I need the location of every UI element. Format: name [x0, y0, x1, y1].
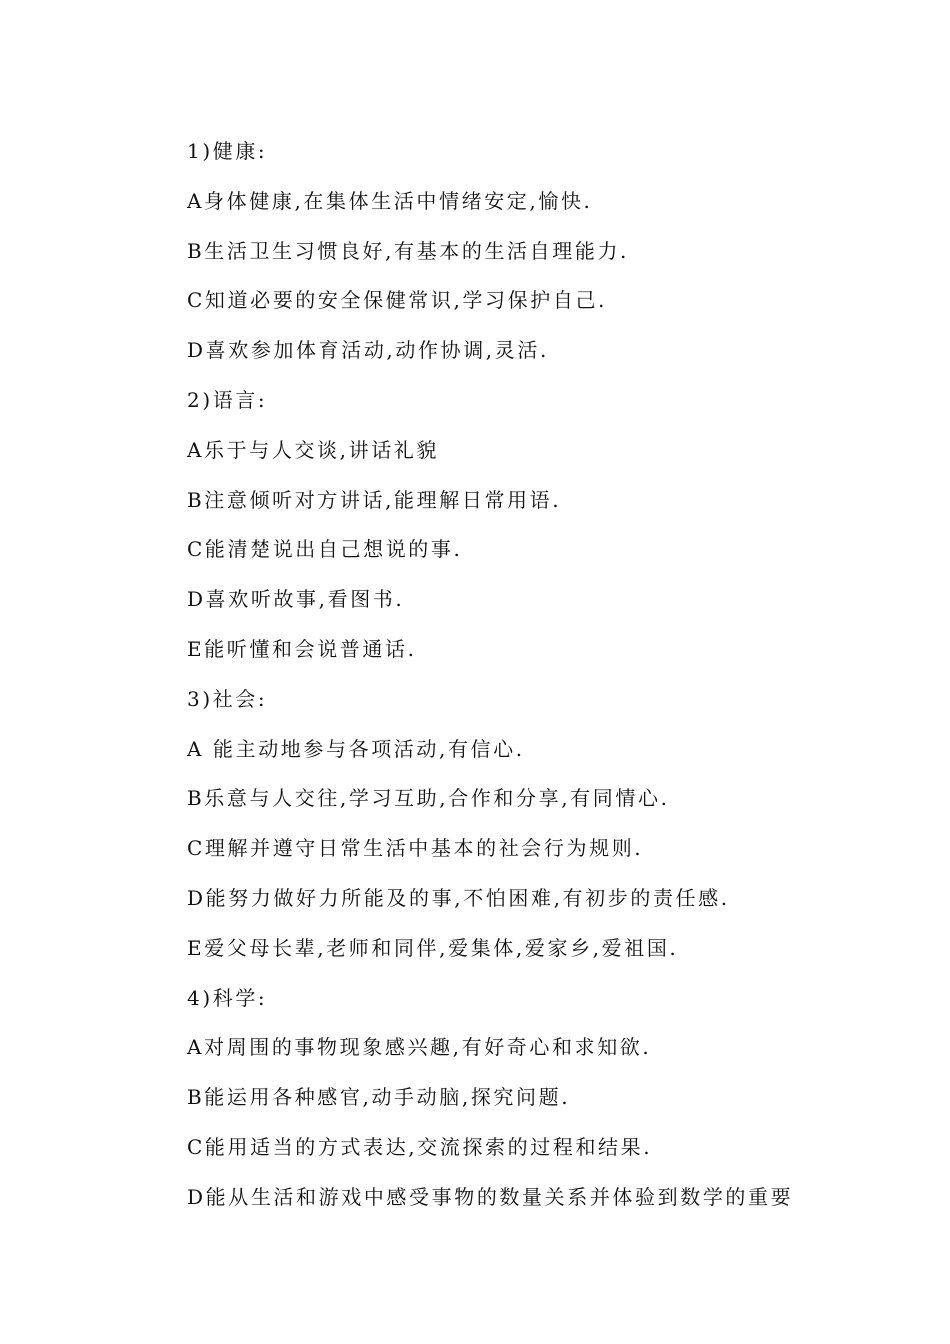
health-item-b: B生活卫生习惯良好,有基本的生活自理能力. — [187, 238, 630, 263]
society-item-b: B乐意与人交往,学习互助,合作和分享,有同情心. — [187, 786, 670, 811]
language-item-b: B注意倾听对方讲话,能理解日常用语. — [187, 487, 562, 512]
science-item-c: C能用适当的方式表达,交流探索的过程和结果. — [187, 1134, 653, 1159]
section-heading-health: 1)健康: — [187, 139, 268, 163]
society-item-e: E爱父母长辈,老师和同伴,爱集体,爱家乡,爱祖国. — [187, 935, 679, 960]
science-item-d: D能从生活和游戏中感受事物的数量关系并体验到数学的重要 — [187, 1184, 794, 1209]
science-item-b: B能运用各种感官,动手动脑,探究问题. — [187, 1085, 571, 1110]
society-item-c: C理解并遵守日常生活中基本的社会行为规则. — [187, 836, 644, 861]
section-heading-science: 4)科学: — [187, 985, 268, 1010]
society-item-a: A 能主动地参与各项活动,有信心. — [187, 736, 525, 761]
society-item-d: D能努力做好力所能及的事,不怕困难,有初步的责任感. — [187, 885, 730, 910]
section-heading-language: 2)语言: — [187, 387, 268, 412]
health-item-d: D喜欢参加体育活动,动作协调,灵活. — [187, 338, 549, 363]
health-item-a: A身体健康,在集体生活中情绪安定,愉快. — [187, 188, 593, 213]
section-heading-society: 3)社会: — [187, 686, 268, 711]
health-item-c: C知道必要的安全保健常识,学习保护自己. — [187, 288, 608, 313]
language-item-e: E能听懂和会说普通话. — [187, 636, 417, 661]
language-item-c: C能清楚说出自己想说的事. — [187, 537, 463, 562]
science-item-a: A对周围的事物现象感兴趣,有好奇心和求知欲. — [187, 1035, 652, 1060]
language-item-a: A乐于与人交谈,讲话礼貌 — [187, 437, 440, 462]
language-item-d: D喜欢听故事,看图书. — [187, 587, 405, 612]
document-body — [187, 133, 867, 1229]
